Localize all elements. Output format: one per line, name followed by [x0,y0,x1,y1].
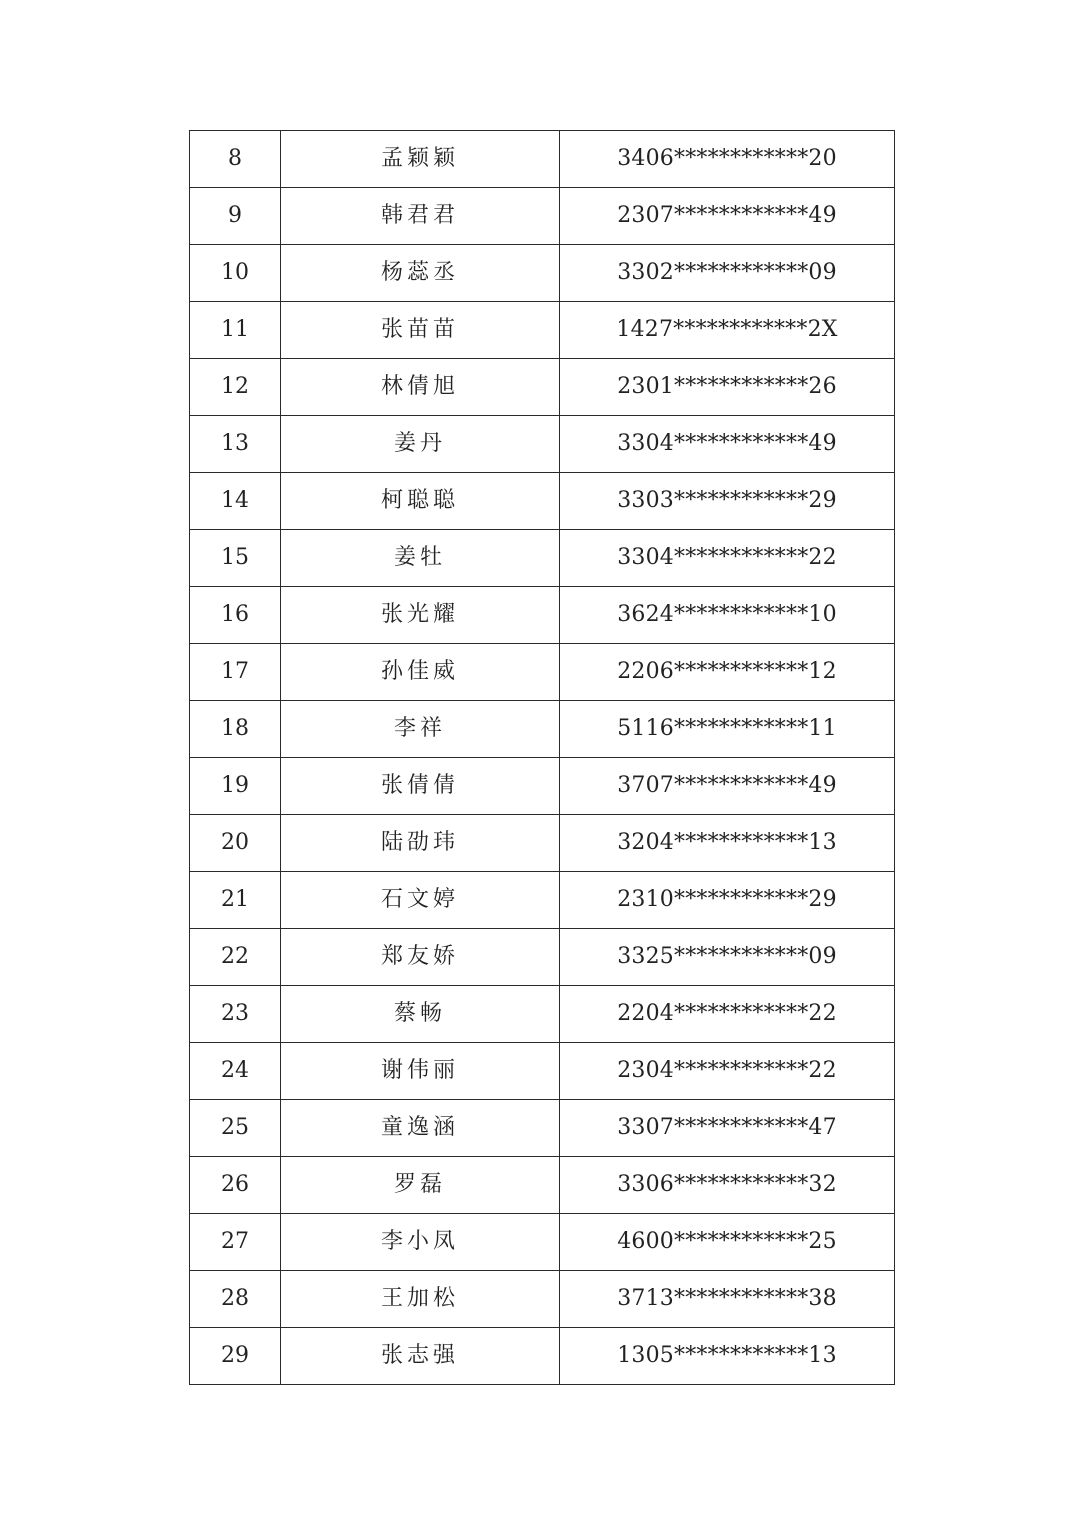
masked-id-number: 3303************29 [560,473,895,530]
table-row [190,188,895,245]
table-row [190,530,895,587]
table-row [190,815,895,872]
masked-id-number: 3304************49 [560,416,895,473]
row-number: 10 [190,245,281,302]
person-name: 张志强 [281,1328,560,1385]
masked-id-number: 2204************22 [560,986,895,1043]
row-number: 28 [190,1271,281,1328]
row-number: 27 [190,1214,281,1271]
masked-id-number: 2301************26 [560,359,895,416]
row-number: 14 [190,473,281,530]
table-row [190,1328,895,1385]
table-row [190,245,895,302]
table-row [190,1100,895,1157]
row-number: 26 [190,1157,281,1214]
masked-id-number: 4600************25 [560,1214,895,1271]
row-number: 22 [190,929,281,986]
masked-id-number: 2206************12 [560,644,895,701]
table-row [190,701,895,758]
person-name: 蔡畅 [281,986,560,1043]
table-row [190,302,895,359]
row-number: 16 [190,587,281,644]
person-name: 张光耀 [281,587,560,644]
person-name: 柯聪聪 [281,473,560,530]
table-row [190,929,895,986]
table-row [190,872,895,929]
row-number: 29 [190,1328,281,1385]
table-row [190,1157,895,1214]
person-name: 张苗苗 [281,302,560,359]
table-row [190,1214,895,1271]
masked-id-number: 3707************49 [560,758,895,815]
row-number: 19 [190,758,281,815]
masked-id-number: 3325************09 [560,929,895,986]
person-name: 孟颖颖 [281,131,560,188]
masked-id-number: 2307************49 [560,188,895,245]
masked-id-number: 3406************20 [560,131,895,188]
person-name: 罗磊 [281,1157,560,1214]
row-number: 17 [190,644,281,701]
masked-id-number: 3304************22 [560,530,895,587]
row-number: 23 [190,986,281,1043]
person-name: 姜牡 [281,530,560,587]
person-name: 谢伟丽 [281,1043,560,1100]
person-name: 张倩倩 [281,758,560,815]
person-name: 李小凤 [281,1214,560,1271]
person-name: 韩君君 [281,188,560,245]
masked-id-number: 3302************09 [560,245,895,302]
masked-id-number: 3204************13 [560,815,895,872]
masked-id-number: 3307************47 [560,1100,895,1157]
table-row [190,131,895,188]
person-name: 童逸涵 [281,1100,560,1157]
masked-id-number: 3713************38 [560,1271,895,1328]
person-name: 石文婷 [281,872,560,929]
person-name: 杨蕊丞 [281,245,560,302]
masked-id-number: 1305************13 [560,1328,895,1385]
row-number: 13 [190,416,281,473]
table-row [190,1271,895,1328]
person-name: 孙佳威 [281,644,560,701]
table-row [190,587,895,644]
row-number: 25 [190,1100,281,1157]
roster-table [189,130,895,1385]
row-number: 12 [190,359,281,416]
table-row [190,416,895,473]
roster-table-body [190,131,895,1385]
person-name: 姜丹 [281,416,560,473]
masked-id-number: 2310************29 [560,872,895,929]
row-number: 21 [190,872,281,929]
masked-id-number: 3306************32 [560,1157,895,1214]
row-number: 24 [190,1043,281,1100]
table-row [190,359,895,416]
row-number: 9 [190,188,281,245]
row-number: 15 [190,530,281,587]
person-name: 陆劭玮 [281,815,560,872]
masked-id-number: 2304************22 [560,1043,895,1100]
row-number: 18 [190,701,281,758]
person-name: 郑友娇 [281,929,560,986]
table-row [190,1043,895,1100]
person-name: 李祥 [281,701,560,758]
table-row [190,473,895,530]
table-row [190,986,895,1043]
row-number: 20 [190,815,281,872]
person-name: 林倩旭 [281,359,560,416]
person-name: 王加松 [281,1271,560,1328]
masked-id-number: 3624************10 [560,587,895,644]
row-number: 11 [190,302,281,359]
row-number: 8 [190,131,281,188]
table-row [190,758,895,815]
masked-id-number: 5116************11 [560,701,895,758]
table-row [190,644,895,701]
masked-id-number: 1427************2X [560,302,895,359]
